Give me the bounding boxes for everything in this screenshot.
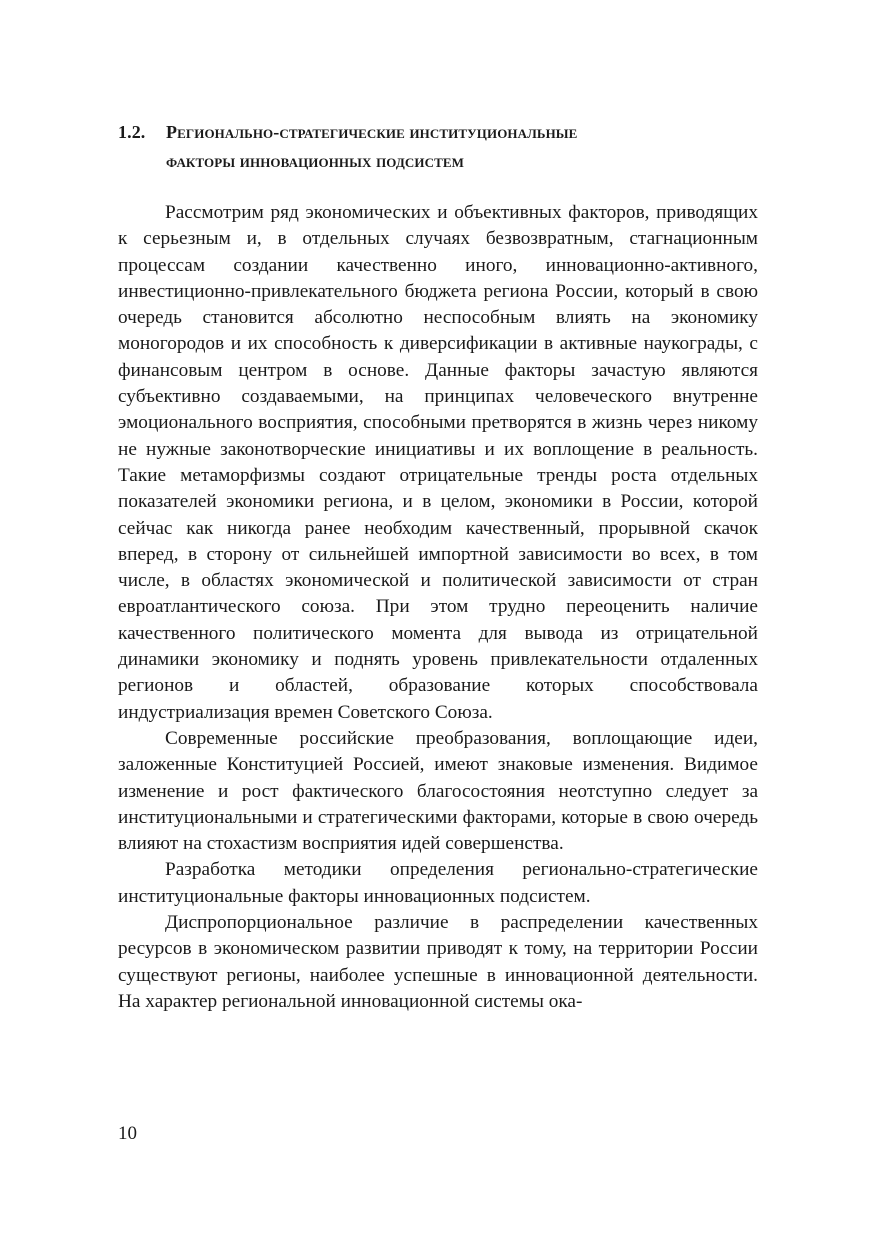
- paragraph: Диспропорциональное различие в распределении качественных ресурсов в экономическом развитии приводят к тому, на территории России существуют регионы, наиболее успешные в инновационной деятельности. На характер региональной инновационной системы ока-: [118, 912, 758, 1012]
- paragraph: Современные российские преобразования, воплощающие идеи, заложенные Конституцией Россией, имеют знаковые изменения. Видимое изменение и рост фактического благосостояния неотступно следует за институциональными и стратегическими факторами, которые в свою очередь влияют на стохастизм восприятия идей совершенства.: [118, 727, 758, 855]
- section-heading: [118, 118, 758, 176]
- section-title-line-1: Регионально-стратегические институциональные: [166, 122, 578, 142]
- section-number: 1.2.: [118, 122, 146, 142]
- page-number: 10: [118, 1123, 137, 1144]
- section-title-line-2: факторы инновационных подсистем: [166, 151, 464, 171]
- section-heading-row-2: [118, 147, 758, 176]
- section-heading-row: [118, 118, 758, 147]
- paragraph: Разработка методики определения регионально-стратегические институциональные факторы инновационных подсистем.: [118, 859, 758, 907]
- paragraph: Рассмотрим ряд экономических и объективных факторов, приводящих к серьезным и, в отдельных случаях безвозвратным, стагнационным процессам создании качественно иного, инновационно-активного, инвестиционно-привлекательного бюджета региона России, который в свою очередь становится абсолютно неспособным влиять на экономику моногородов и их способность к диверсификации в активные наукограды, с финансовым центром в основе. Данные факторы зачастую являются субъективно создаваемыми, на принципах человеческого внутренне эмоционального восприятия, способными претворятся в жизнь через никому не нужные законотворческие инициативы и их воплощение в реальность. Такие метаморфизмы создают отрицательные тренды роста отдельных показателей экономики региона, и в целом, экономики в России, которой сейчас как никогда ранее необходим качественный, прорывной скачок вперед, в сторону от сильнейшей импортной зависимости во всех, в том числе, в областях экономической и политической зависимости от стран евроатлантического союза. При этом трудно переоценить наличие качественного политического момента для вывода из отрицательной динамики экономику и поднять уровень привлекательности отдаленных регионов и областей, образование которых способствовала индустриализация времен Советского Союза.: [118, 202, 758, 723]
- body-text: [118, 200, 758, 1015]
